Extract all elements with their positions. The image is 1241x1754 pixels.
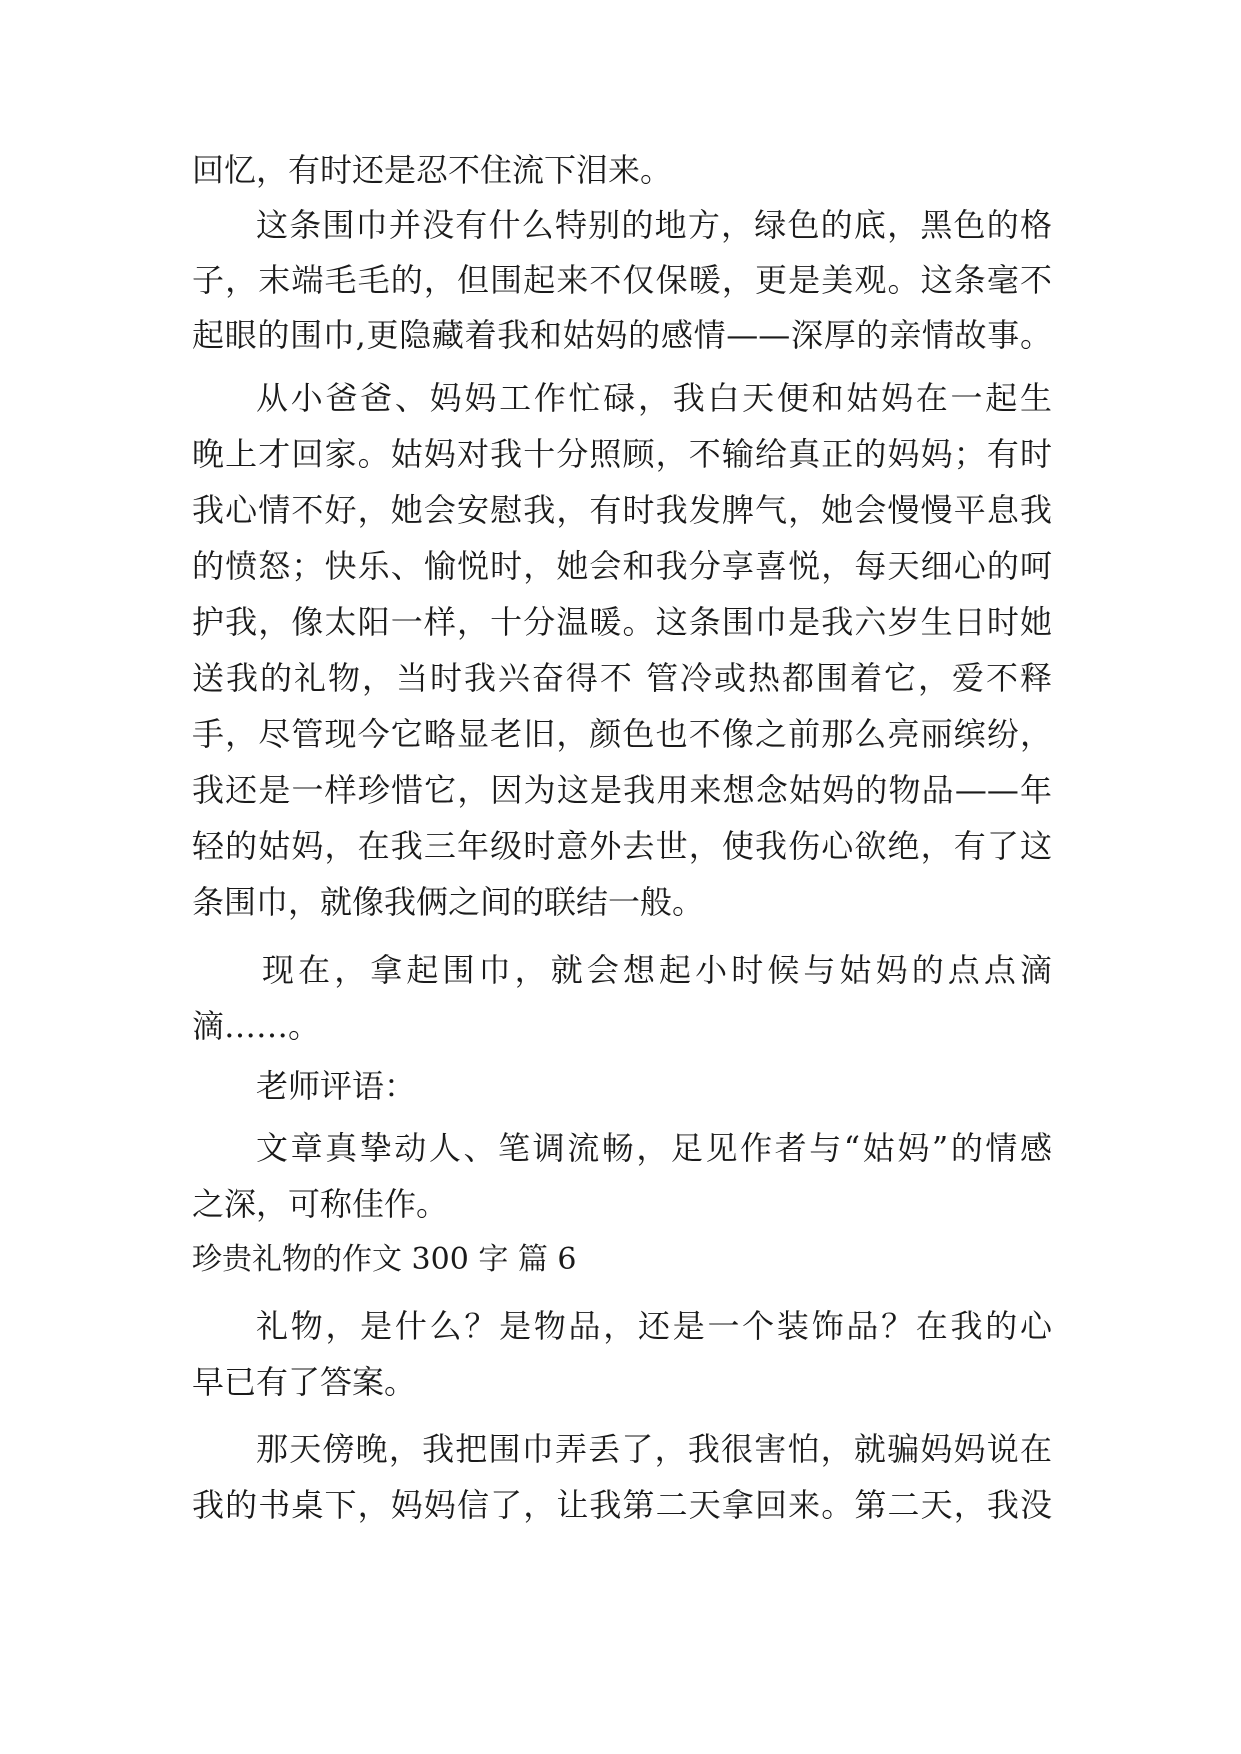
text-line: 我还是一样珍惜它，因为这是我用来想念姑妈的物品——年 xyxy=(192,771,1052,809)
teacher-comment-heading: 老师评语： xyxy=(256,1067,417,1105)
text-line: 护我，像太阳一样，十分温暖。这条围巾是我六岁生日时她 xyxy=(192,603,1052,641)
text-line: 礼物，是什么？是物品，还是一个装饰品？在我的心 xyxy=(256,1307,1052,1345)
text-line: 晚上才回家。姑妈对我十分照顾，不输给真正的妈妈；有时 xyxy=(192,435,1052,473)
text-line: 我的书桌下，妈妈信了，让我第二天拿回来。第二天，我没 xyxy=(192,1486,1052,1524)
text-line: 从小爸爸、妈妈工作忙碌，我白天便和姑妈在一起生 xyxy=(256,379,1052,417)
section-heading: 珍贵礼物的作文 300 字 篇 6 xyxy=(192,1242,577,1277)
text-line: 条围巾，就像我俩之间的联结一般。 xyxy=(192,883,705,921)
text-line: 现在，拿起围巾，就会想起小时候与姑妈的点点滴 xyxy=(262,951,1052,989)
text-line: 早已有了答案。 xyxy=(192,1363,417,1401)
text-line: 手，尽管现今它略显老旧，颜色也不像之前那么亮丽缤纷， xyxy=(192,715,1052,753)
text-line: 我心情不好，她会安慰我，有时我发脾气，她会慢慢平息我 xyxy=(192,491,1052,529)
text-line: 那天傍晚，我把围巾弄丢了，我很害怕，就骗妈妈说在 xyxy=(256,1430,1052,1468)
text-line: 送我的礼物，当时我兴奋得不 管冷或热都围着它，爱不释 xyxy=(192,659,1052,697)
text-line: 之深，可称佳作。 xyxy=(192,1185,449,1223)
text-line: 轻的姑妈，在我三年级时意外去世，使我伤心欲绝，有了这 xyxy=(192,827,1052,865)
text-line: 起眼的围巾,更隐藏着我和姑妈的感情——深厚的亲情故事。 xyxy=(192,316,1052,354)
text-line: 文章真挚动人、笔调流畅，足见作者与“姑妈”的情感 xyxy=(256,1129,1052,1167)
text-line: 回忆，有时还是忍不住流下泪来。 xyxy=(192,151,673,189)
text-line: 子，末端毛毛的，但围起来不仅保暖，更是美观。这条毫不 xyxy=(192,261,1052,299)
text-line: 的愤怒；快乐、愉悦时，她会和我分享喜悦，每天细心的呵 xyxy=(192,547,1052,585)
text-line: 滴……。 xyxy=(192,1007,321,1045)
text-line: 这条围巾并没有什么特别的地方，绿色的底，黑色的格 xyxy=(256,206,1052,244)
